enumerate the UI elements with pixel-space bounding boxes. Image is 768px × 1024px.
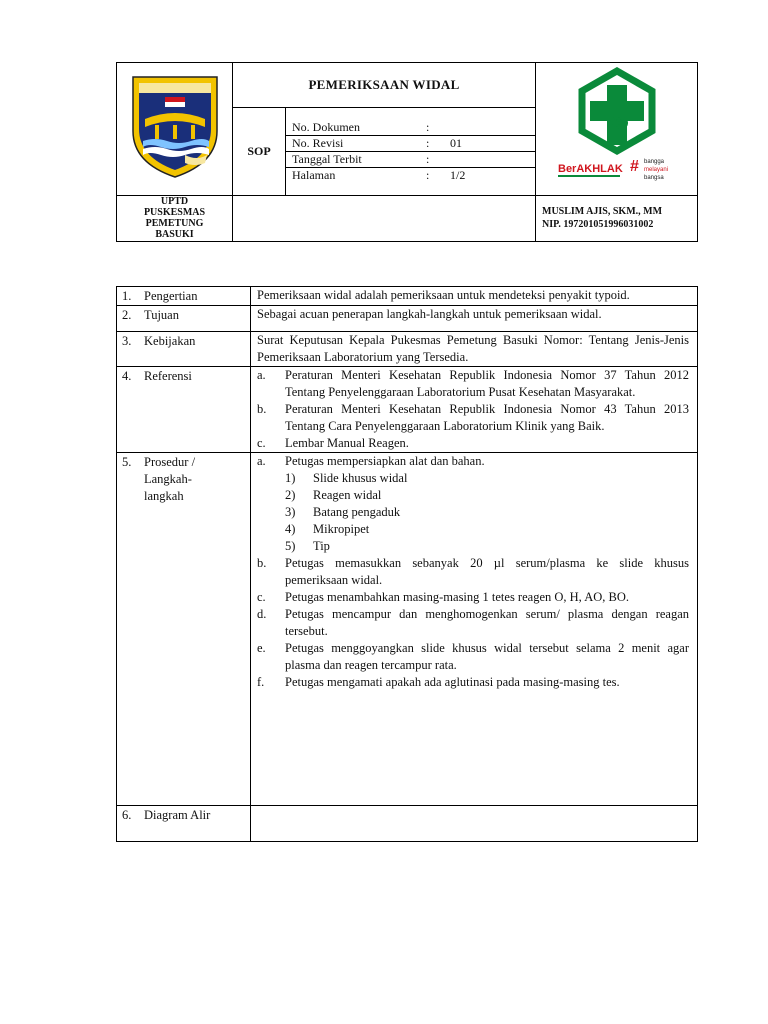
section-kebijakan: 3. Kebijakan Surat Keputusan Kepala Pukesmas Pemetung Basuki Nomor: Tentang Jenis-Jenis Pemeriksaan Laboratorium yang Tersedia. bbox=[117, 332, 698, 367]
svg-text:#: # bbox=[629, 158, 639, 176]
document-meta bbox=[286, 108, 536, 195]
meta-row-halaman: Halaman : 1/2 bbox=[292, 167, 466, 182]
meta-row-revisi: No. Revisi : 01 bbox=[286, 135, 535, 151]
sub-item: 2) Reagen widal bbox=[285, 488, 382, 502]
document-title: PEMERIKSAAN WIDAL bbox=[233, 63, 536, 108]
section-diagram-alir: 6. Diagram Alir bbox=[117, 806, 698, 842]
empty-cell bbox=[233, 195, 536, 241]
ministry-logo-cell bbox=[536, 63, 698, 196]
sub-item: 3) Batang pengaduk bbox=[285, 505, 401, 519]
organization-name: UPTD PUSKESMAS PEMETUNG BASUKI bbox=[117, 195, 233, 241]
list-item: c. Petugas menambahkan masing-masing 1 tetes reagen O, H, AO, BO. bbox=[257, 590, 630, 604]
sop-content-table bbox=[116, 286, 698, 842]
signatory bbox=[536, 195, 698, 241]
sub-item: 1) Slide khusus widal bbox=[285, 471, 408, 485]
section-tujuan: 2. Tujuan Sebagai acuan penerapan langkah-langkah untuk pemeriksaan widal. bbox=[117, 306, 698, 332]
svg-text:bangga: bangga bbox=[643, 159, 664, 166]
health-ministry-logo-icon bbox=[552, 67, 682, 185]
section-referensi: 4. Referensi a. Peraturan Menteri Kesehatan Republik Indonesia Nomor 37 Tahun 2012 Tentang Penyelenggaraan Laboratorium Pusat Kesehatan Masyarakat. b. Peraturan Menteri Kesehatan Republik Indonesia Nomor 43 Tahun 2013 Tentang Cara Penyelenggaraan Laboratorium Klinik yang Baik. c. Lembar Manual Reagen. bbox=[117, 367, 698, 453]
svg-text:BerAKHLAK: BerAKHLAK bbox=[557, 163, 623, 176]
list-item: b. Petugas memasukkan sebanyak 20 µl serum/plasma ke slide khusus pemeriksaan widal. bbox=[257, 556, 689, 587]
svg-text:bangsa: bangsa bbox=[643, 175, 664, 182]
list-item: a. Peraturan Menteri Kesehatan Republik Indonesia Nomor 37 Tahun 2012 Tentang Penyelenggaraan Laboratorium Pusat Kesehatan Masyarakat. bbox=[257, 368, 689, 399]
list-item: b. Peraturan Menteri Kesehatan Republik Indonesia Nomor 43 Tahun 2013 Tentang Cara Penyelenggaraan Laboratorium Klinik yang Baik. bbox=[257, 402, 689, 433]
list-item: a. Petugas mempersiapkan alat dan bahan. bbox=[257, 454, 485, 468]
regency-logo-cell bbox=[117, 63, 233, 196]
list-item: e. Petugas menggoyangkan slide khusus widal tersebut selama 2 menit agar plasma dan reagen tercampur rata. bbox=[257, 641, 689, 672]
section-pengertian: 1. Pengertian Pemeriksaan widal adalah pemeriksaan untuk mendeteksi penyakit typoid. bbox=[117, 287, 698, 306]
list-item: c. Lembar Manual Reagen. bbox=[257, 436, 409, 450]
regency-emblem-icon bbox=[125, 71, 225, 181]
meta-row-tanggal: Tanggal Terbit : bbox=[286, 151, 535, 167]
sub-item: 4) Mikropipet bbox=[285, 522, 370, 536]
sop-label: SOP bbox=[233, 108, 286, 195]
signer-nip: NIP. 197201051996031002 bbox=[542, 219, 654, 231]
sop-header-table bbox=[116, 62, 698, 242]
meta-row-dokumen: No. Dokumen : bbox=[286, 120, 535, 136]
signer-name: MUSLIM AJIS, SKM., MM bbox=[542, 206, 663, 218]
svg-text:melayani: melayani bbox=[643, 167, 668, 174]
sub-item: 5) Tip bbox=[285, 539, 330, 553]
list-item: f. Petugas mengamati apakah ada aglutinasi pada masing-masing tes. bbox=[257, 675, 620, 689]
section-prosedur: 5. Prosedur / Langkah- langkah a. Petugas mempersiapkan alat dan bahan. 1) Slide khusus widal 2) Reagen widal 3) Batang pengaduk 4) Mikropipet 5) Tip b. Petugas memasukkan sebanyak 20 µl serum/plasma ke slide khusus pemeriksaan widal. c. Petugas menambahkan masing-masing 1 tetes reagen O, H, AO, BO. d. Petugas mencampur dan menghomogenkan serum/ plasma dengan reagan tersebut. e. Petugas menggoyangkan slide khusus widal tersebut selama 2 menit agar plasma dan reagen tercampur rata. f. Petugas mengamati apakah ada aglutinasi pada masing-masing tes. bbox=[117, 453, 698, 806]
list-item: d. Petugas mencampur dan menghomogenkan serum/ plasma dengan reagan tersebut. bbox=[257, 607, 689, 638]
